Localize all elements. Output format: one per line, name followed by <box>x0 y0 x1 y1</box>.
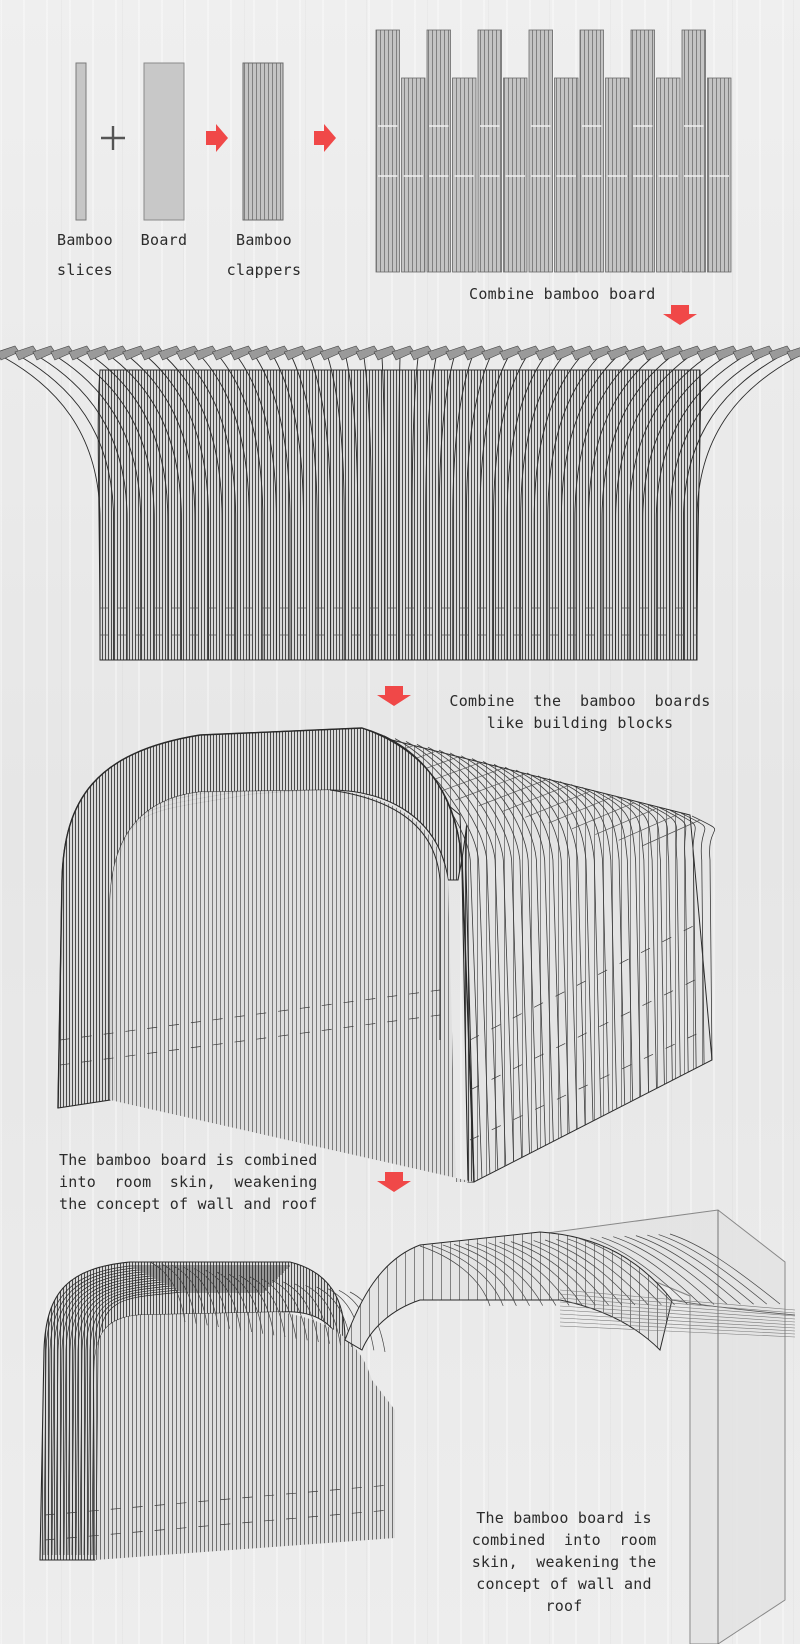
bamboo-clapper-column <box>453 78 477 272</box>
bamboo-clapper-column <box>555 78 579 272</box>
right-arrow-icon <box>314 124 336 152</box>
flared-slat <box>5 358 100 660</box>
bamboo-clapper-column <box>478 30 502 272</box>
combined-bamboo-board <box>376 30 731 272</box>
bamboo-clapper-shape <box>243 63 283 220</box>
bamboo-clappers-label-line2: clappers <box>226 261 302 279</box>
bamboo-clapper-column <box>657 78 681 272</box>
combine-boards-caption-line2: like building blocks <box>486 714 674 732</box>
combine-bamboo-board-label: Combine bamboo board <box>469 285 656 303</box>
board-label: Board <box>140 231 188 249</box>
right-arrow-icon <box>206 124 228 152</box>
plus-icon <box>101 126 125 150</box>
bamboo-clapper-column <box>682 30 706 272</box>
flared-slat <box>697 358 795 660</box>
bamboo-clappers-label <box>218 225 310 285</box>
bamboo-vault <box>58 728 715 1182</box>
down-arrow-icon <box>377 1172 411 1192</box>
combine-boards-caption <box>445 690 715 734</box>
bamboo-clapper-column <box>606 78 630 272</box>
bamboo-clapper-column <box>402 78 426 272</box>
bamboo-slices-label-line2: slices <box>57 261 113 279</box>
flared-bamboo-panel <box>0 346 800 660</box>
bamboo-clapper-column <box>708 78 732 272</box>
room-skin-caption-2: The bamboo board is combined into room skin, weakening the concept of wall and roof <box>471 1509 657 1615</box>
bamboo-slice-shape <box>76 63 86 220</box>
bamboo-clapper-column <box>376 30 400 272</box>
bamboo-slices-label <box>45 225 125 285</box>
combine-boards-caption-line1: Combine the bamboo boards <box>449 692 711 710</box>
double-vault-room <box>40 1210 795 1644</box>
bamboo-clapper-column <box>631 30 655 272</box>
bamboo-clappers-label-line1: Bamboo <box>236 231 292 249</box>
down-arrow-icon <box>377 686 411 706</box>
board-shape <box>144 63 184 220</box>
room-skin-caption: The bamboo board is combined into room skin, weakening the concept of wall and roof <box>59 1151 318 1213</box>
down-arrow-icon <box>663 305 697 325</box>
bamboo-clapper-column <box>504 78 528 272</box>
bamboo-clapper-column <box>580 30 604 272</box>
bamboo-clapper-column <box>427 30 451 272</box>
bamboo-slices-label-line1: Bamboo <box>57 231 113 249</box>
slat-tip <box>787 346 800 360</box>
bamboo-clapper-column <box>529 30 553 272</box>
